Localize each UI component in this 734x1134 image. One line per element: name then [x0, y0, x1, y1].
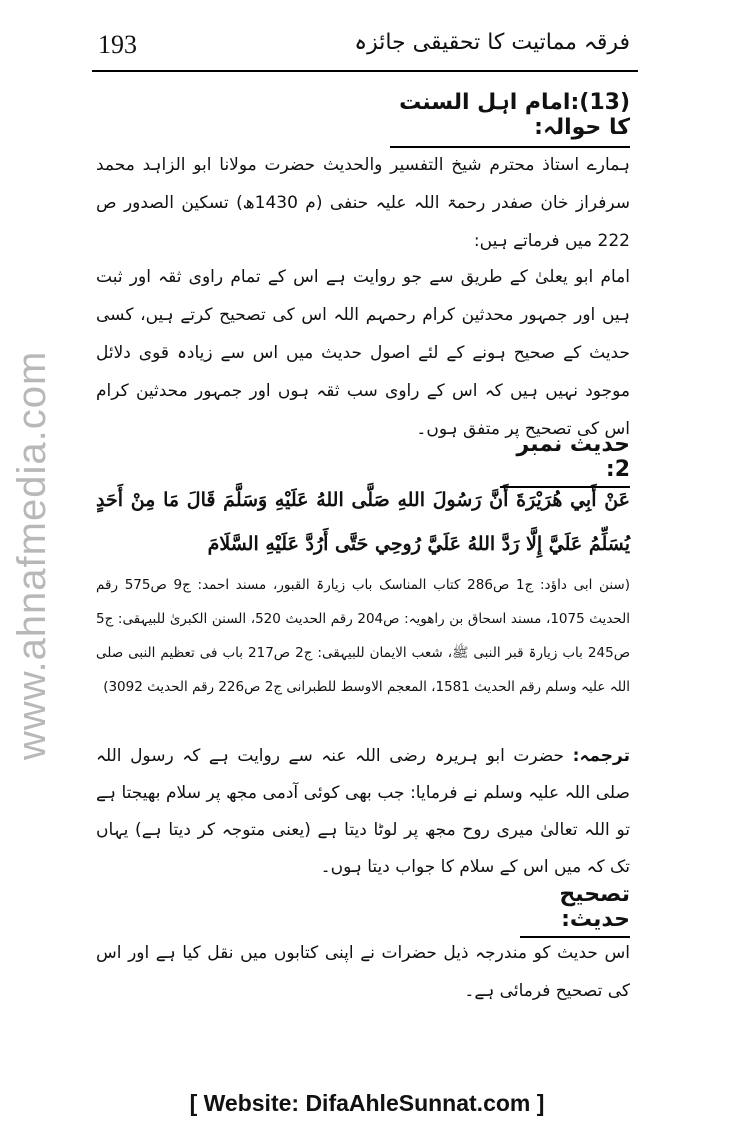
translation-text: حضرت ابو ہریرہ رضی اللہ عنہ سے روایت ہے کہ رسول اللہ صلی اللہ علیہ وسلم نے فرمایا: جب بھی کوئی آدمی مجھ پر سلام بھیجتا ہے تو اللہ تعالیٰ میری روح مجھ پر لوٹا دیتا ہے (یعنی متوجہ کر دیتا ہے) یہاں تک کہ میں اس کے سلام کا جواب دیتا ہوں۔ — [96, 746, 630, 877]
hadith-2-heading: حدیث نمبر 2: — [500, 432, 630, 488]
website-footer: [ Website: DifaAhleSunnat.com ] — [189, 1090, 545, 1116]
book-title: فرقہ مماتیت کا تحقیقی جائزہ — [354, 30, 630, 55]
section-13-intro: ہمارے استاذ محترم شیخ التفسیر والحدیث حضرت مولانا ابو الزاہد محمد سرفراز خان صفدر رحمۃ اللہ علیہ حنفی (م 1430ھ) تسکین الصدور ص 222 میں فرماتے ہیں: — [96, 155, 630, 251]
section-13-heading: (13):امام اہل السنت کا حوالہ: — [390, 90, 630, 148]
hadith-2-references: (سنن ابی داؤد: ج1 ص286 کتاب المناسک باب زیارۃ القبور، مسند احمد: ج9 ص575 رقم الحدیث 1075، مسند اسحاق بن راھویہ: ص204 رقم الحدیث 520، السنن الکبریٰ للبیہقی: ج5 ص245 باب زیارۃ قبر النبی ﷺ، شعب الایمان للبیہقی: ج2 ص217 باب فی تعظیم النبی صلی اللہ علیہ وسلم رقم الحدیث 1581، المعجم الاوسط للطبرانی ج2 ص226 رقم الحدیث 3092) — [96, 577, 631, 695]
tashih-text: اس حدیث کو مندرجہ ذیل حضرات نے اپنی کتابوں میں نقل کیا ہے اور اس کی تصحیح فرمائی ہے۔ — [96, 943, 630, 1001]
watermark: www.ahnafmedia.com — [10, 350, 54, 760]
tashih-heading: تصحیح حدیث: — [520, 882, 630, 938]
page-number: 193 — [98, 30, 137, 59]
translation-label: ترجمہ: — [572, 746, 631, 766]
section-13-quote: امام ابو یعلیٰ کے طریق سے جو روایت ہے اس کے تمام راوی ثقہ اور ثبت ہیں اور جمہور محدثین کرام رحمہم اللہ اس کی تصحیح کرتے ہیں، کسی حدیث کے صحیح ہونے کے لئے اصول حدیث میں اس سے زیادہ قوی دلائل موجود نہیں ہیں کہ اس کے راوی سب ثقہ ہوں اور جمہور محدثین کرام اس کی تصحیح پر متفق ہوں۔ — [96, 267, 630, 439]
header-rule — [92, 70, 638, 72]
hadith-2-translation — [96, 738, 630, 886]
hadith-2-arabic-text: عَنْ أَبِي هُرَيْرَةَ أَنَّ رَسُولَ اللهِ صَلَّى اللهُ عَلَيْهِ وَسَلَّمَ قَالَ مَا مِنْ أَحَدٍ يُسَلِّمُ عَلَيَّ إِلَّا رَدَّ اللهُ عَلَيَّ رُوحِي حَتَّى أَرُدَّ عَلَيْهِ السَّلَامَ — [96, 489, 630, 555]
